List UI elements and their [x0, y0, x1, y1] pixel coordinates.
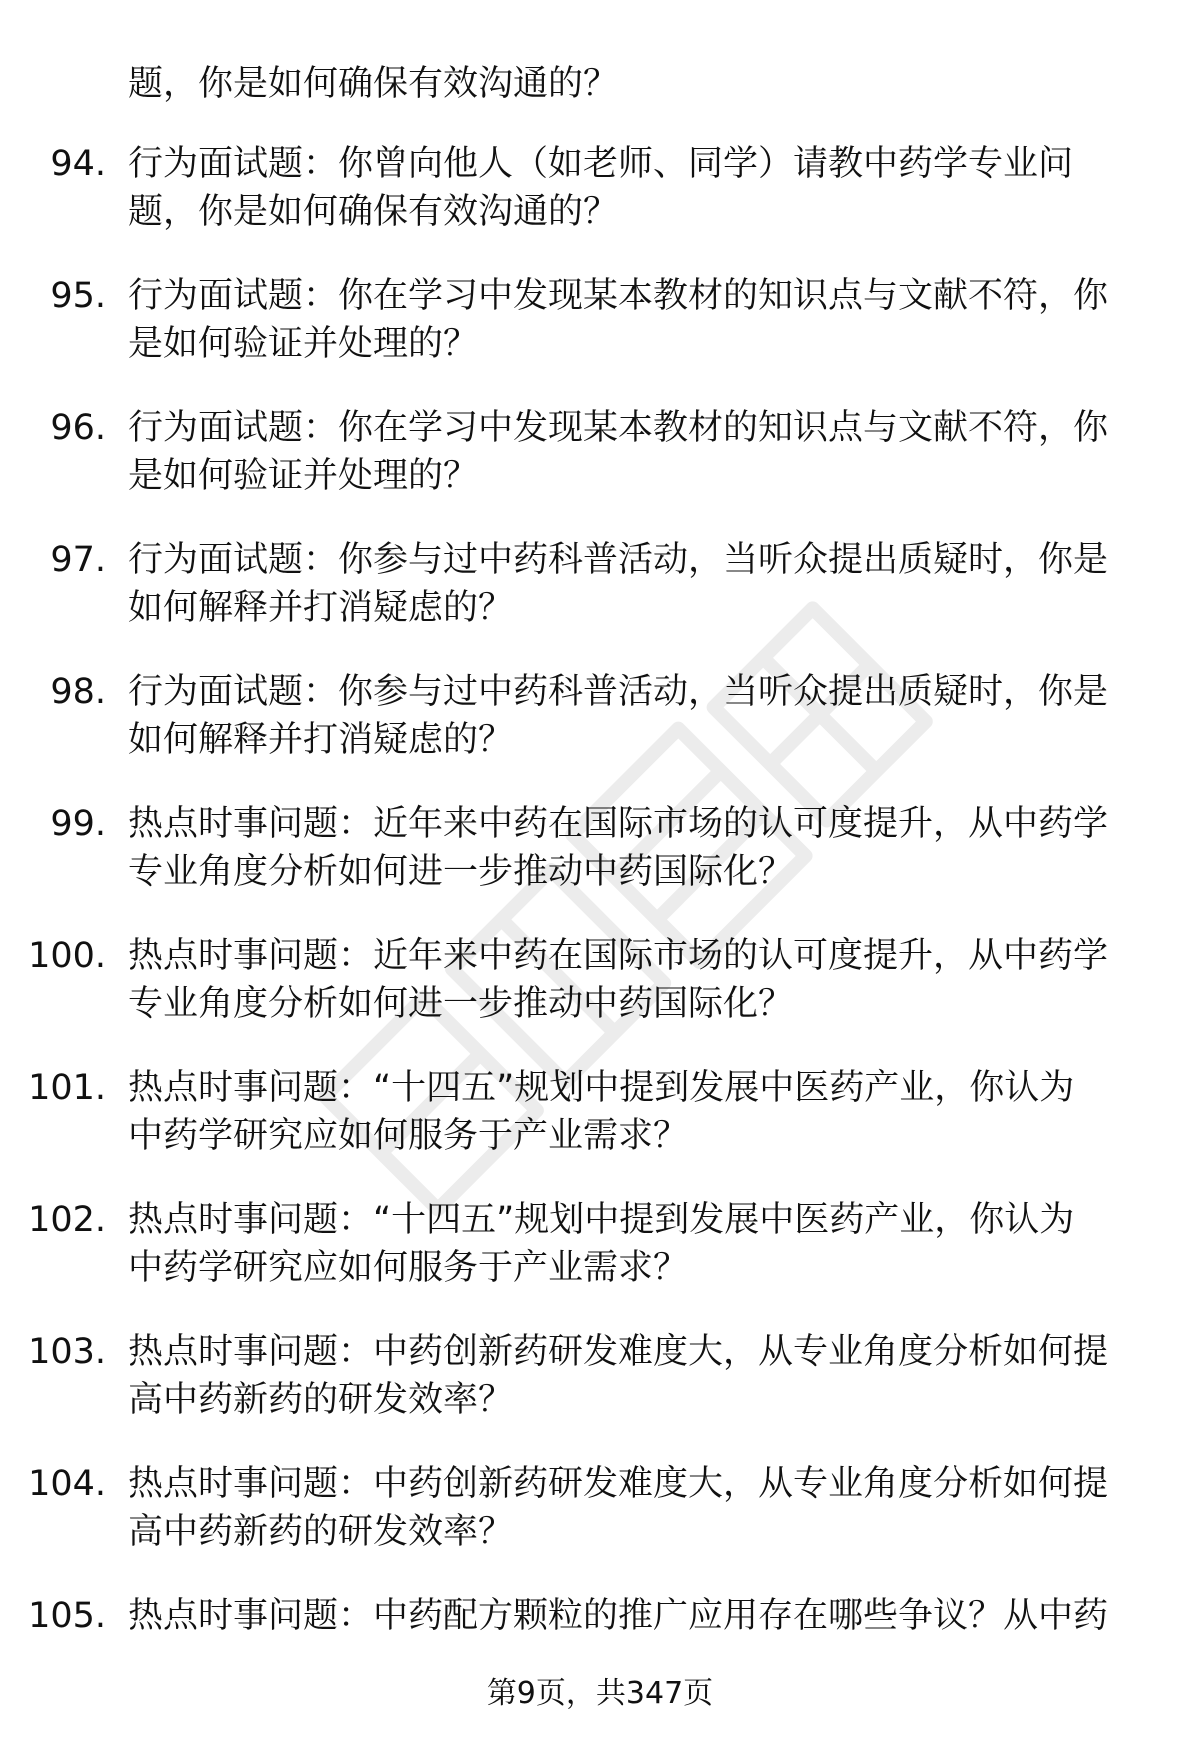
question-number: 101.: [28, 1068, 106, 1108]
question-text-line-2: 题，你是如何确保有效沟通的？: [128, 192, 619, 232]
question-item: [0, 1196, 1200, 1328]
question-text-line-1: 热点时事问题：中药创新药研发难度大，从专业角度分析如何提: [128, 1332, 1109, 1372]
question-number: 104.: [28, 1464, 106, 1504]
question-text-line-2: 中药学研究应如何服务于产业需求？: [128, 1116, 689, 1156]
question-item: [0, 1064, 1200, 1196]
question-text-line-1: 行为面试题：你参与过中药科普活动，当听众提出质疑时，你是: [128, 540, 1109, 580]
question-item: [0, 1460, 1200, 1592]
question-number: 102.: [28, 1200, 106, 1240]
question-text-line-2: 是如何验证并处理的？: [128, 324, 479, 364]
question-item: [0, 932, 1200, 1064]
question-item: [0, 536, 1200, 668]
question-number: 105.: [28, 1596, 106, 1636]
question-number: 95.: [50, 276, 106, 316]
question-text-line-1: 行为面试题：你参与过中药科普活动，当听众提出质疑时，你是: [128, 672, 1109, 712]
question-number: 99.: [50, 804, 106, 844]
question-item: [0, 1328, 1200, 1460]
question-item: [0, 800, 1200, 932]
question-number: 103.: [28, 1332, 106, 1372]
question-item: [0, 140, 1200, 272]
question-text-line-2: 专业角度分析如何进一步推动中药国际化？: [128, 852, 794, 892]
question-number: 96.: [50, 408, 106, 448]
question-text-line-1: 热点时事问题：中药配方颗粒的推广应用存在哪些争议？从中药: [128, 1596, 1109, 1636]
question-number: 97.: [50, 540, 106, 580]
page-footer: 第9页，共347页: [486, 1676, 714, 1711]
question-text-line-2: 高中药新药的研发效率？: [128, 1512, 514, 1552]
question-item: [0, 272, 1200, 404]
continuation-line: 题，你是如何确保有效沟通的？: [128, 64, 619, 104]
question-text-line-2: 中药学研究应如何服务于产业需求？: [128, 1248, 689, 1288]
question-text-line-2: 如何解释并打消疑虑的？: [128, 588, 514, 628]
question-text-line-2: 高中药新药的研发效率？: [128, 1380, 514, 1420]
question-text-line-2: 专业角度分析如何进一步推动中药国际化？: [128, 984, 794, 1024]
question-list: [0, 140, 1200, 1724]
question-text-line-1: 行为面试题：你曾向他人（如老师、同学）请教中药学专业问: [128, 144, 1074, 184]
question-item: [0, 404, 1200, 536]
question-text-line-1: 热点时事问题：“十四五”规划中提到发展中医药产业，你认为: [128, 1068, 1075, 1108]
question-text-line-1: 热点时事问题：近年来中药在国际市场的认可度提升，从中药学: [128, 936, 1109, 976]
question-text-line-2: 是如何验证并处理的？: [128, 456, 479, 496]
question-number: 100.: [28, 936, 106, 976]
question-text-line-1: 热点时事问题：“十四五”规划中提到发展中医药产业，你认为: [128, 1200, 1075, 1240]
question-number: 94.: [50, 144, 106, 184]
question-text-line-2: 如何解释并打消疑虑的？: [128, 720, 514, 760]
question-text-line-1: 热点时事问题：中药创新药研发难度大，从专业角度分析如何提: [128, 1464, 1109, 1504]
question-text-line-1: 热点时事问题：近年来中药在国际市场的认可度提升，从中药学: [128, 804, 1109, 844]
question-item: [0, 668, 1200, 800]
question-text-line-1: 行为面试题：你在学习中发现某本教材的知识点与文献不符，你: [128, 276, 1109, 316]
question-number: 98.: [50, 672, 106, 712]
question-text-line-1: 行为面试题：你在学习中发现某本教材的知识点与文献不符，你: [128, 408, 1109, 448]
